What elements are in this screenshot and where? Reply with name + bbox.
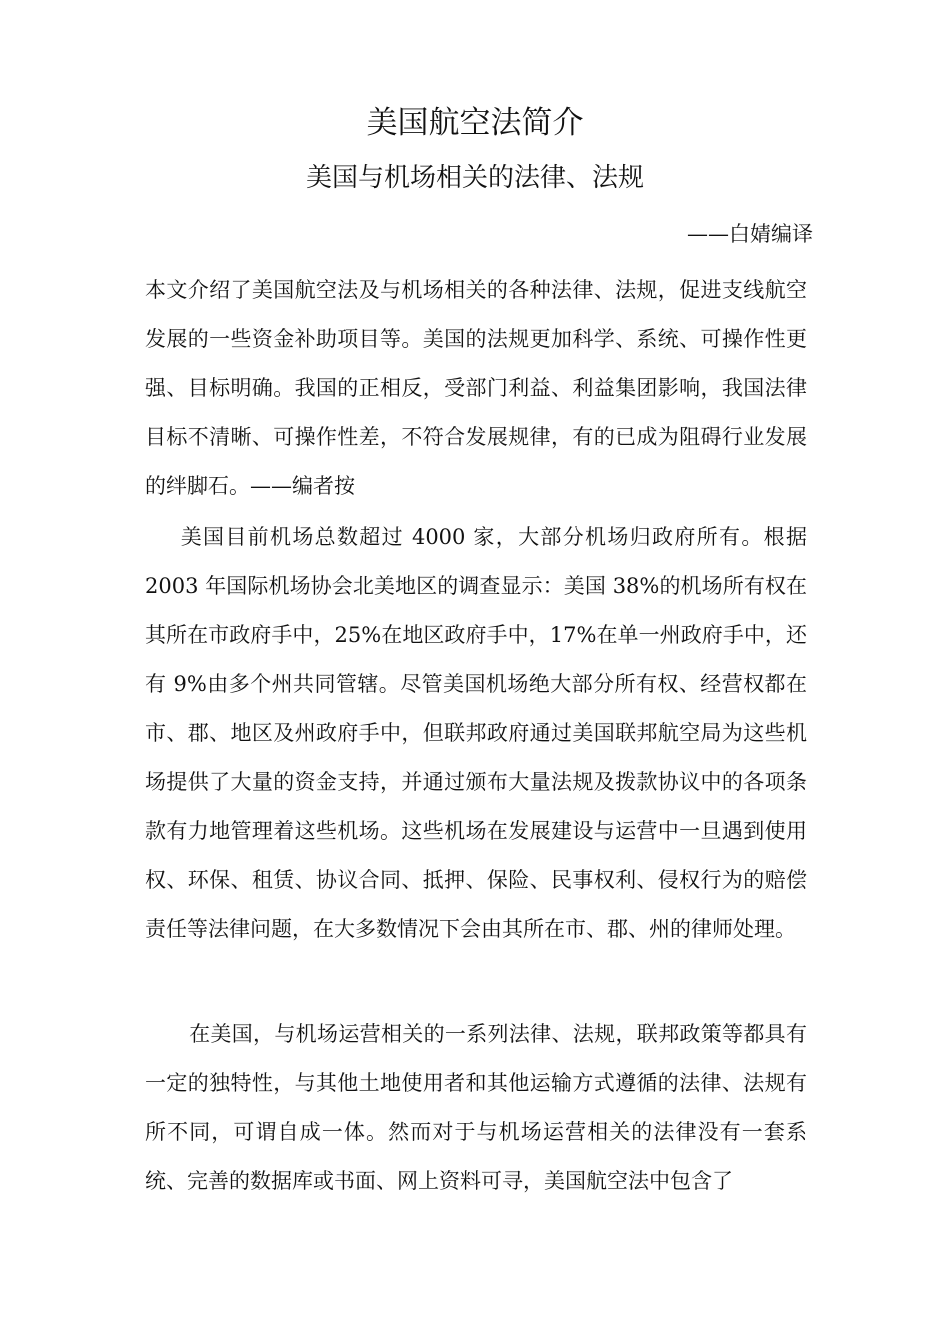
document-byline: ——白婧编译 xyxy=(687,222,813,246)
paragraph-airport-ownership: 美国目前机场总数超过 4000 家，大部分机场归政府所有。根据 2003 年国际机场协会北美地区的调查显示：美国 38%的机场所有权在其所在市政府手中，25%在地区政府手中，17%在单一州政府手中，还有 9%由多个州共同管辖。尽管美国机场绝大部分所有权、经营权都在市、郡、地区及州政府手中，但联邦政府通过美国联邦航空局为这些机场提供了大量的资金支持，并通过颁布大量法规及拨款协议中的各项条款有力地管理着这些机场。这些机场在发展建设与运营中一旦遇到使用权、环保、租赁、协议合同、抵押、保险、民事权利、侵权行为的赔偿责任等法律问题，在大多数情况下会由其所在市、郡、州的律师处理。 xyxy=(145,525,807,941)
editor-note xyxy=(145,266,807,511)
body-section-2 xyxy=(145,1010,807,1206)
document-subtitle: 美国与机场相关的法律、法规 xyxy=(305,163,644,193)
paragraph-airport-law: 在美国，与机场运营相关的一系列法律、法规，联邦政策等都具有一定的独特性，与其他土地使用者和其他运输方式遵循的法律、法规有所不同，可谓自成一体。然而对于与机场运营相关的法律没有一套系统、完善的数据库或书面、网上资料可寻，美国航空法中包含了 xyxy=(145,1022,807,1193)
document-title: 美国航空法简介 xyxy=(366,105,584,141)
body-section-1 xyxy=(145,513,807,954)
paragraph-editor-note: 本文介绍了美国航空法及与机场相关的各种法律、法规，促进支线航空发展的一些资金补助项目等。美国的法规更加科学、系统、可操作性更强、目标明确。我国的正相反，受部门利益、利益集团影响，我国法律目标不清晰、可操作性差，不符合发展规律，有的已成为阻碍行业发展的绊脚石。——编者按 xyxy=(145,278,807,498)
